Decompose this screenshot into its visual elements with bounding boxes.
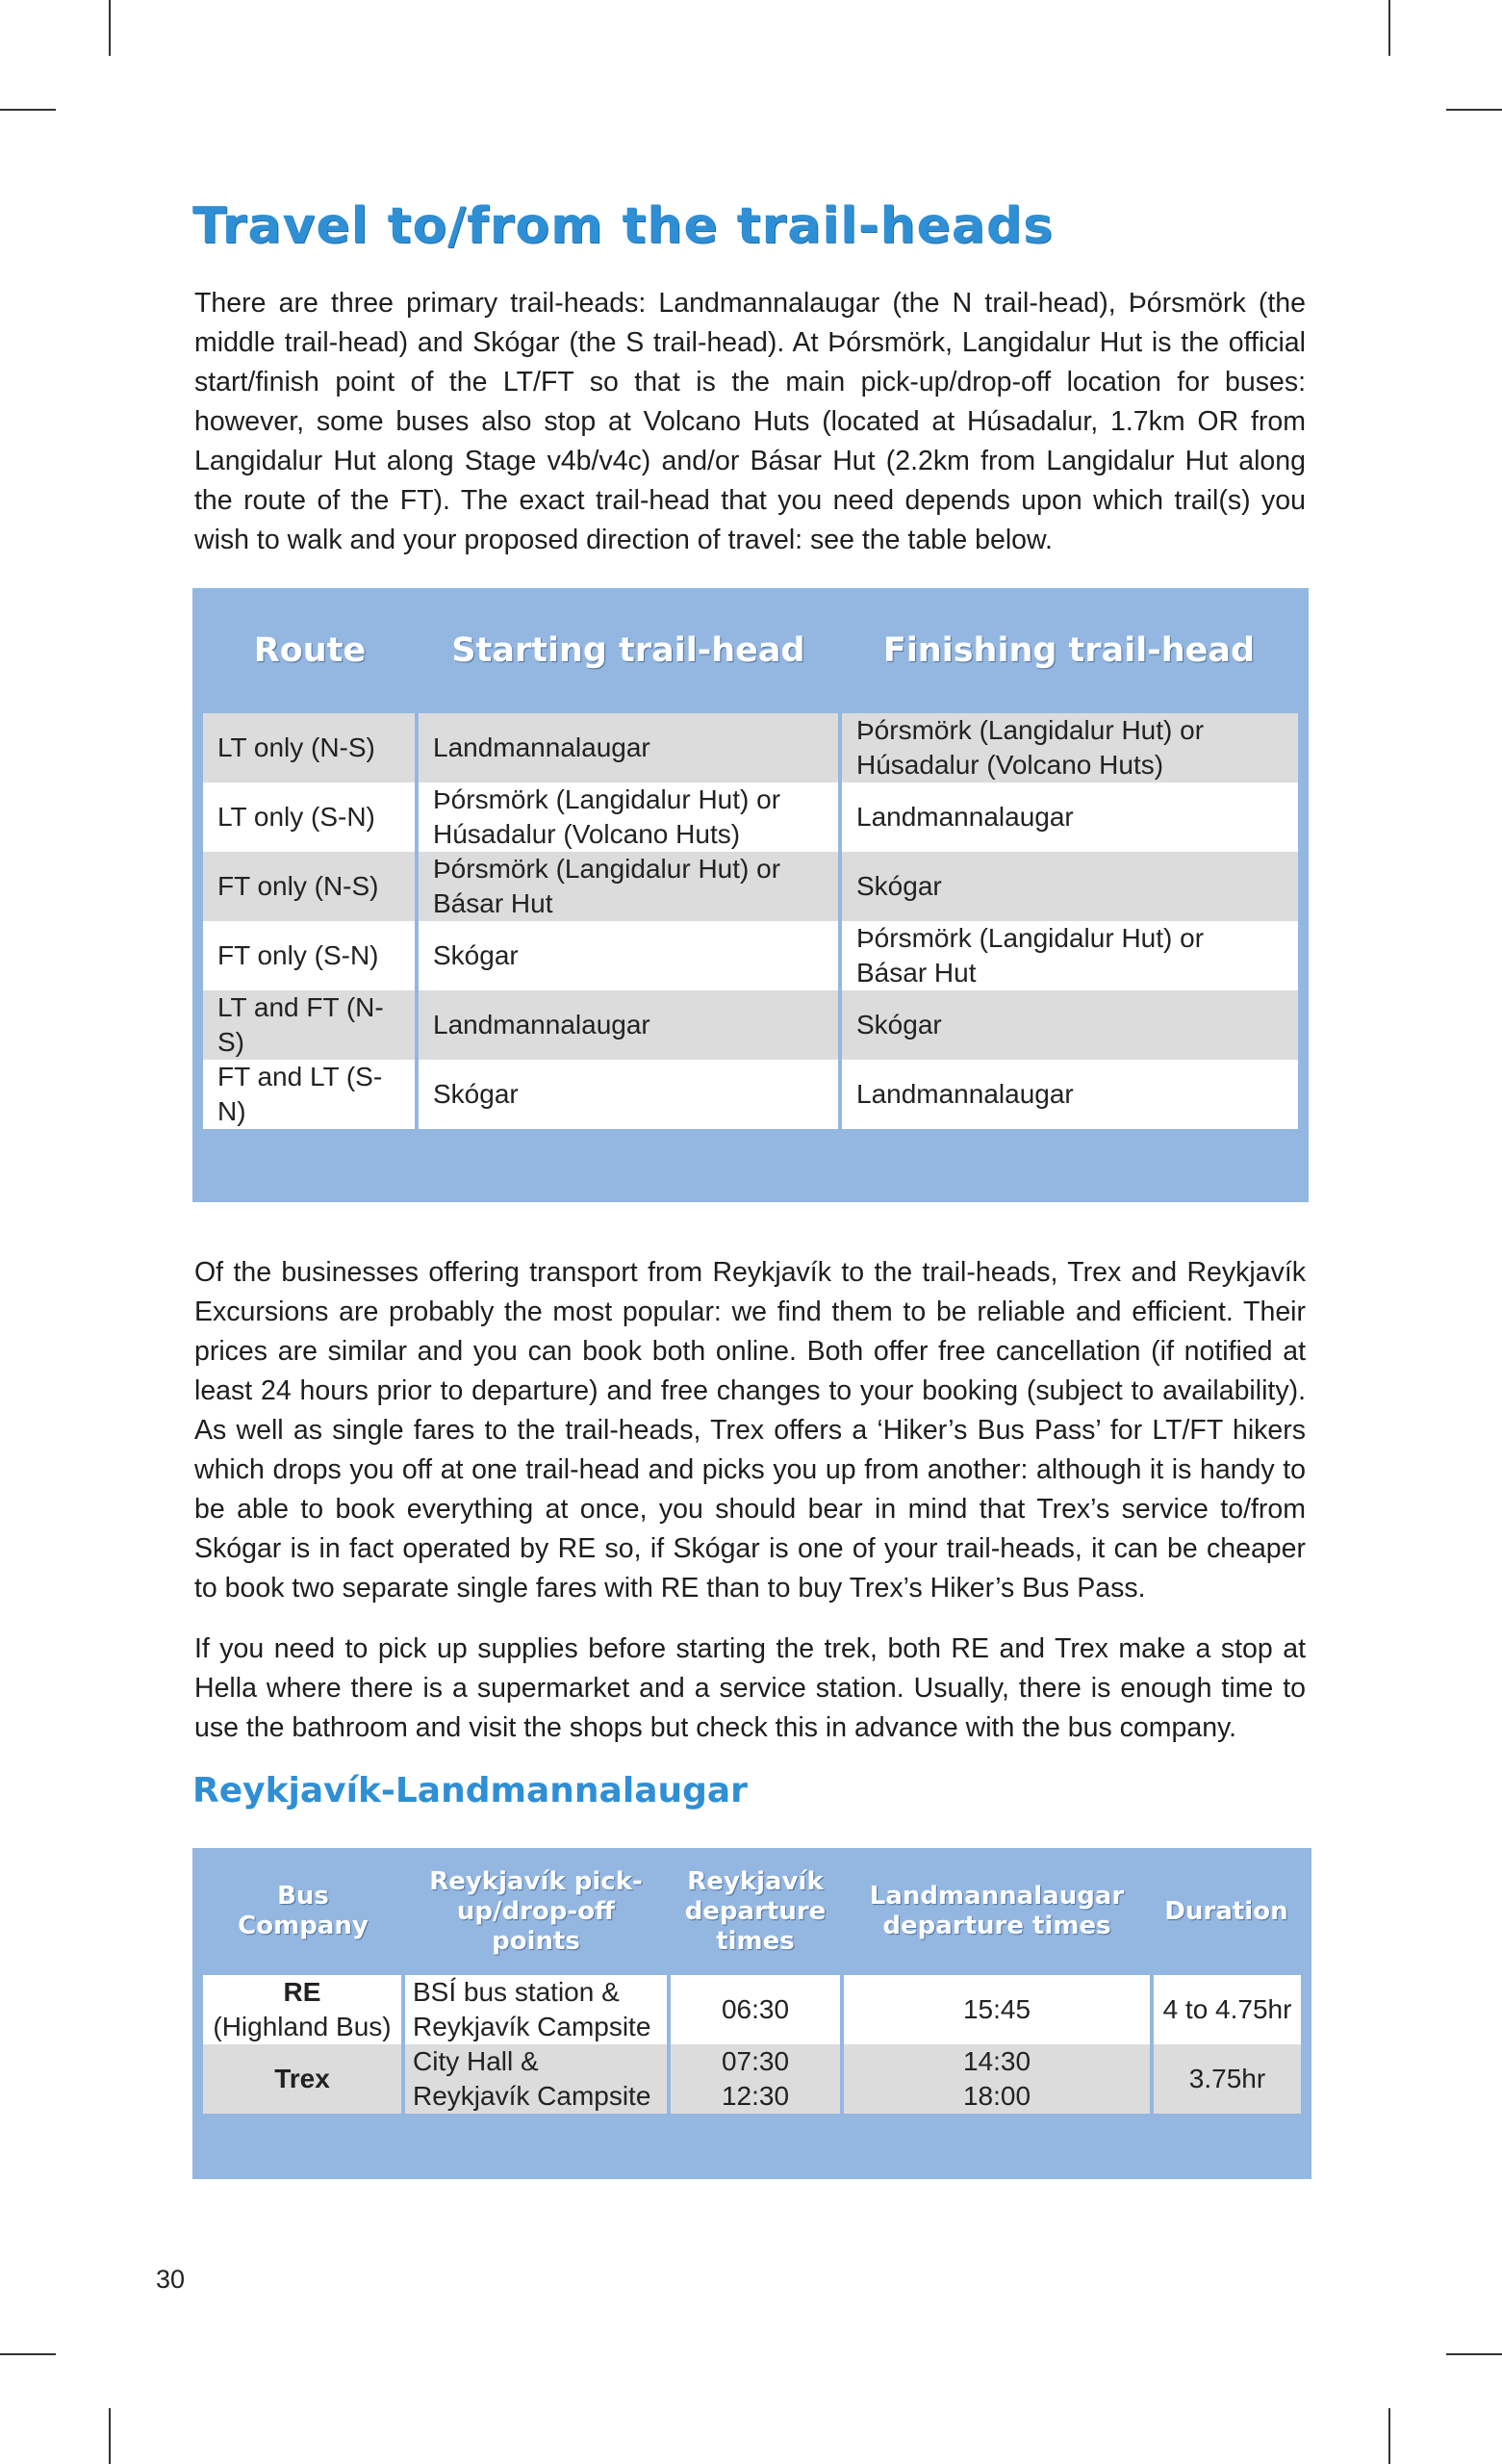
cell-duration: 3.75hr bbox=[1152, 2044, 1301, 2114]
bus-header-3 bbox=[842, 1848, 1152, 1975]
cell-line: BSÍ bus station & bbox=[413, 1977, 620, 2007]
cell-line: 15:45 bbox=[962, 1994, 1031, 2024]
businesses-paragraph: Of the businesses offering transport from Reykjavík to the trail-heads, Trex and Reykjavík Excursions are probably the most popular: we find them to be reliable and efficient. Their prices are similar and you can book both online. Both offer free cancellation (if notified at least 24 hours prior to departure) and free changes to your booking (subject to availability). As well as single fares to the trail-heads, Trex offers a ‘Hiker’s Bus Pass’ for LT/FT hikers which drops you off at one trail-head and picks you up from another: although it is handy to be able to book everything at once, you should bear in mind that Trex’s service to/from Skógar is in fact operated by RE so, if Skógar is one of your trail-heads, it can be cheaper to book two separate single fares with RE than to buy Trex’s Hiker’s Bus Pass. bbox=[194, 1257, 1306, 1604]
cell-route: LT only (N-S) bbox=[203, 713, 417, 783]
crop-mark bbox=[0, 109, 56, 111]
cell-line: Básar Hut bbox=[856, 958, 977, 988]
cell-line: Básar Hut bbox=[433, 888, 553, 918]
cell-duration: 4 to 4.75hr bbox=[1152, 1975, 1301, 2044]
bus-header-4 bbox=[1152, 1848, 1301, 1975]
bus-header-1 bbox=[403, 1848, 669, 1975]
cell-rvk-times bbox=[669, 1975, 842, 2044]
header-finishing: Finishing trail-head bbox=[882, 631, 1256, 670]
cell-start bbox=[417, 852, 840, 921]
crop-mark bbox=[1388, 0, 1390, 56]
table-row bbox=[203, 713, 1298, 783]
crop-mark bbox=[1446, 2353, 1502, 2355]
header-route: Route bbox=[253, 631, 367, 670]
cell-line: Þórsmörk (Langidalur Hut) or bbox=[433, 784, 781, 814]
cell-rvk-times bbox=[669, 2044, 842, 2114]
cell-finish: Skógar bbox=[840, 990, 1298, 1060]
table-row bbox=[203, 921, 1298, 990]
cell-line: Húsadalur (Volcano Huts) bbox=[856, 750, 1164, 780]
cell-line: Húsadalur (Volcano Huts) bbox=[433, 819, 741, 849]
table-row bbox=[203, 852, 1298, 921]
bus-table-header bbox=[203, 1848, 1301, 1975]
cell-start: Skógar bbox=[417, 921, 840, 990]
cell-start: Landmannalaugar bbox=[417, 990, 840, 1060]
cell-line: Reykjavík Campsite bbox=[413, 2081, 651, 2111]
bus-header-2 bbox=[669, 1848, 842, 1975]
table-row bbox=[203, 2044, 1301, 2114]
crop-mark bbox=[109, 0, 111, 56]
cell-route: LT and FT (N-S) bbox=[203, 990, 417, 1060]
cell-finish: Landmannalaugar bbox=[840, 1060, 1298, 1129]
cell-line: 12:30 bbox=[721, 2081, 790, 2111]
table-row bbox=[203, 783, 1298, 852]
cell-line: Reykjavík bbox=[687, 1866, 824, 1896]
page-number: 30 bbox=[156, 2265, 186, 2294]
crop-mark bbox=[1446, 109, 1502, 111]
cell-route: FT only (N-S) bbox=[203, 852, 417, 921]
cell-lml-times bbox=[842, 1975, 1152, 2044]
cell-line: departure times bbox=[882, 1912, 1111, 1940]
cell-finish bbox=[840, 713, 1298, 783]
crop-mark bbox=[0, 2353, 56, 2355]
crop-mark bbox=[109, 2408, 111, 2464]
bus-table bbox=[192, 1848, 1311, 2179]
cell-lml-times bbox=[842, 2044, 1152, 2114]
cell-line: (Highland Bus) bbox=[213, 2012, 392, 2041]
cell-line: RE bbox=[283, 1977, 321, 2007]
page-title: Travel to/from the trail-heads bbox=[192, 197, 1055, 255]
cell-line: departure bbox=[684, 1896, 827, 1926]
cell-company bbox=[203, 2044, 403, 2114]
cell-points bbox=[403, 1975, 669, 2044]
cell-route: FT and LT (S-N) bbox=[203, 1060, 417, 1129]
cell-line: City Hall & bbox=[413, 2046, 539, 2076]
table-row bbox=[203, 990, 1298, 1060]
cell-line: Company bbox=[238, 1912, 369, 1940]
cell-line: 14:30 bbox=[962, 2046, 1031, 2076]
cell-line: 06:30 bbox=[721, 1994, 790, 2024]
bus-header-0 bbox=[203, 1848, 403, 1975]
table-row bbox=[203, 1060, 1298, 1129]
cell-line: Reykjavík Campsite bbox=[413, 2012, 651, 2041]
cell-line: Þórsmörk (Langidalur Hut) or bbox=[856, 923, 1205, 953]
cell-start: Landmannalaugar bbox=[417, 713, 840, 783]
cell-line: up/drop-off bbox=[456, 1896, 616, 1926]
cell-line: 18:00 bbox=[962, 2081, 1031, 2111]
cell-line: Duration bbox=[1164, 1896, 1288, 1926]
cell-line: times bbox=[716, 1926, 795, 1956]
section-title: Reykjavík-Landmannalaugar bbox=[192, 1771, 748, 1810]
cell-finish: Landmannalaugar bbox=[840, 783, 1298, 852]
cell-line: Reykjavík pick- bbox=[429, 1866, 643, 1896]
cell-line: 07:30 bbox=[721, 2046, 790, 2076]
cell-company bbox=[203, 1975, 403, 2044]
header-starting: Starting trail-head bbox=[451, 631, 805, 670]
cell-start: Skógar bbox=[417, 1060, 840, 1129]
routes-table-body bbox=[203, 713, 1298, 1129]
intro-paragraph: There are three primary trail-heads: Landmannalaugar (the N trail-head), Þórsmörk (the middle trail-head) and Skógar (the S trail-head). At Þórsmörk, Langidalur Hut is the official start/finish point of the LT/FT so that is the main pick-up/drop-off location for buses: however, some buses also stop at Volcano Huts (located at Húsadalur, 1.7km OR from Langidalur Hut along Stage v4b/v4c) and/or Básar Hut (2.2km from Langidalur Hut along the route of the FT). The exact trail-head that you need depends upon which trail(s) you wish to walk and your proposed direction of travel: see the table below. bbox=[194, 288, 1306, 555]
routes-table bbox=[192, 588, 1309, 1202]
cell-line: points bbox=[492, 1926, 580, 1956]
cell-line: Þórsmörk (Langidalur Hut) or bbox=[433, 854, 781, 884]
cell-line: Þórsmörk (Langidalur Hut) or bbox=[856, 715, 1205, 745]
cell-points bbox=[403, 2044, 669, 2114]
cell-line: Landmannalaugar bbox=[869, 1882, 1125, 1911]
cell-start bbox=[417, 783, 840, 852]
cell-finish bbox=[840, 921, 1298, 990]
cell-route: FT only (S-N) bbox=[203, 921, 417, 990]
bus-table-body bbox=[203, 1975, 1301, 2114]
supplies-paragraph: If you need to pick up supplies before starting the trek, both RE and Trex make a stop at Hella where there is a supermarket and a service station. Usually, there is enough time to use the bathroom and visit the shops but check this in advance with the bus company. bbox=[194, 1633, 1306, 1743]
cell-line: Trex bbox=[274, 2064, 330, 2093]
cell-route: LT only (S-N) bbox=[203, 783, 417, 852]
crop-mark bbox=[1388, 2408, 1390, 2464]
table-row bbox=[203, 1975, 1301, 2044]
cell-finish: Skógar bbox=[840, 852, 1298, 921]
cell-line: Bus bbox=[277, 1882, 329, 1911]
